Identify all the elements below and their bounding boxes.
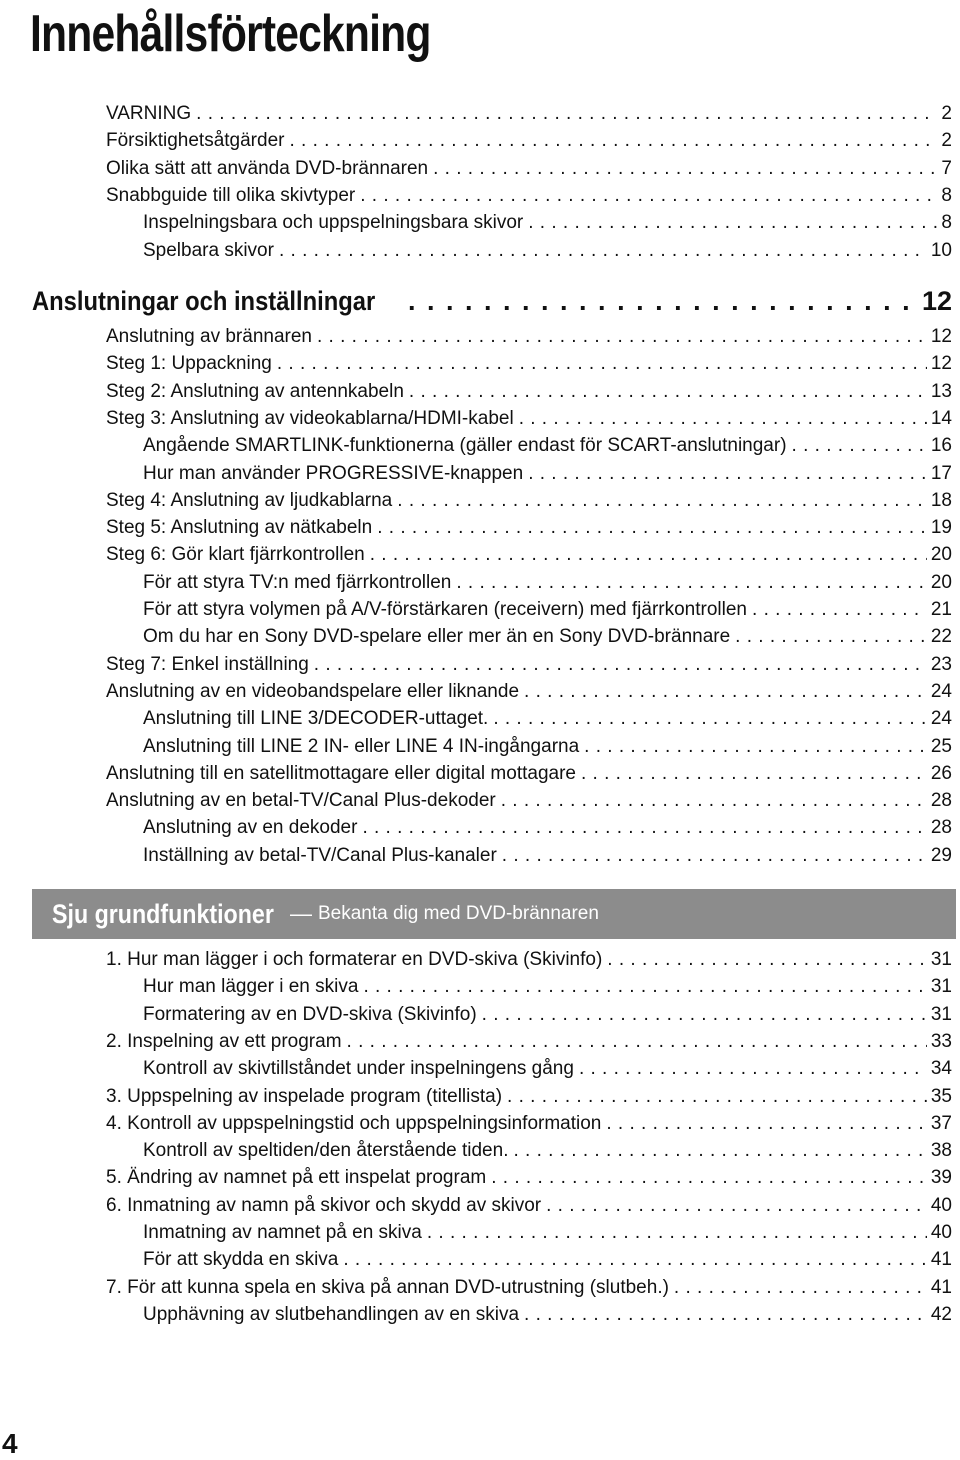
toc-entry[interactable]: [106, 946, 952, 973]
section-heading-connections[interactable]: [32, 286, 952, 317]
toc-entry-title: För att styra TV:n med fjärrkontrollen: [143, 571, 452, 593]
dot-leader: [493, 705, 927, 732]
toc-entry-title: Formatering av en DVD-skiva (Skivinfo): [143, 1003, 477, 1025]
toc-entry[interactable]: [143, 237, 952, 264]
toc-entry-page: 16: [930, 435, 952, 457]
dot-leader: [343, 1246, 926, 1273]
toc-entry-page: 14: [930, 407, 952, 429]
toc-entry-title: Anslutning av en videobandspelare eller liknande: [106, 680, 520, 702]
toc-entry-page: 20: [930, 544, 952, 566]
toc-entry[interactable]: [106, 127, 952, 154]
dot-leader: [377, 514, 927, 541]
dot-leader: [277, 350, 927, 377]
toc-entry-title: Hur man lägger i en skiva: [143, 976, 359, 998]
toc-entry-page: 31: [930, 976, 952, 998]
toc-entry-title: Upphävning av slutbehandlingen av en skiva: [143, 1303, 520, 1325]
dot-leader: [546, 1192, 927, 1219]
dot-leader: [528, 209, 937, 236]
section-band-title: Sju grundfunktioner: [52, 898, 274, 929]
toc-entry-page: 19: [930, 517, 952, 539]
toc-entry[interactable]: [106, 1083, 952, 1110]
dot-leader: [491, 1164, 927, 1191]
toc-entry[interactable]: [143, 814, 952, 841]
toc-entry-title: Snabbguide till olika skivtyper: [106, 184, 356, 206]
toc-entry-page: 40: [930, 1222, 952, 1243]
toc-entry-title: 6. Inmatning av namn på skivor och skydd av skivor: [106, 1194, 542, 1216]
toc-entry-page: 22: [930, 626, 952, 648]
dot-leader: [507, 1083, 927, 1110]
toc-entry[interactable]: [143, 1055, 952, 1082]
toc-entry-page: 17: [930, 462, 952, 484]
toc-entry-title: 7. För att kunna spela en skiva på annan DVD-utrustning (slutbeh.): [106, 1276, 669, 1298]
toc-entry-page: 24: [930, 680, 952, 702]
toc-entry-page: 8: [941, 212, 952, 234]
toc-entry-title: Inspelningsbara och uppspelningsbara skivor: [143, 212, 524, 234]
toc-entry[interactable]: [143, 1219, 952, 1246]
toc-entry-page: 33: [930, 1030, 952, 1052]
page-title: Innehållsförteckning: [30, 5, 431, 63]
dot-leader: [735, 623, 927, 650]
dot-leader: [433, 155, 937, 182]
toc-entry-page: 34: [930, 1058, 952, 1080]
toc-entry-page: 23: [930, 653, 952, 675]
toc-entry-page: 42: [930, 1303, 952, 1325]
toc-entry-title: 3. Uppspelning av inspelade program (titellista): [106, 1085, 503, 1107]
toc-entry[interactable]: [106, 350, 952, 377]
toc-entry-title: Steg 1: Uppackning: [106, 353, 272, 375]
dot-leader: [456, 569, 927, 596]
toc-entry[interactable]: [143, 705, 952, 732]
dot-leader: [502, 842, 927, 869]
section-heading-page: 12: [921, 286, 952, 316]
toc-entry-title: Anslutning av en dekoder: [143, 817, 358, 839]
toc-entry-title: Steg 3: Anslutning av videokablarna/HDMI-kabel: [106, 407, 514, 429]
toc-entry[interactable]: [106, 155, 952, 182]
toc-entry-title: För att styra volymen på A/V-förstärkaren (receivern) med fjärrkontrollen: [143, 599, 748, 620]
toc-entry-page: 29: [930, 844, 952, 866]
dot-leader: [427, 1219, 927, 1246]
dot-leader: [362, 814, 926, 841]
dot-leader: [317, 323, 927, 350]
dot-leader: [606, 1110, 926, 1137]
dot-leader: [360, 182, 937, 209]
dot-leader: [792, 432, 927, 459]
toc-entry-page: 41: [930, 1276, 952, 1298]
toc-entry-page: 2: [941, 103, 952, 124]
toc-entry[interactable]: [143, 596, 952, 623]
toc-entry-title: Spelbara skivor: [143, 239, 274, 261]
toc-entry-page: 10: [930, 239, 952, 261]
toc-entry[interactable]: [143, 1246, 952, 1273]
toc-entry-title: Anslutning av brännaren: [106, 326, 312, 347]
toc-entry[interactable]: [106, 1110, 952, 1137]
dot-leader: [513, 1137, 926, 1164]
toc-entry-page: 31: [930, 1003, 952, 1025]
toc-entry[interactable]: [106, 1192, 952, 1219]
toc-entry-title: Anslutning till en satellitmottagare eller digital mottagare: [106, 762, 576, 784]
toc-entry[interactable]: [106, 323, 952, 350]
toc-entry[interactable]: [106, 487, 952, 514]
toc-entry-page: 12: [930, 353, 952, 375]
dot-leader: [289, 127, 937, 154]
toc-entry[interactable]: [106, 100, 952, 127]
toc-entry[interactable]: [106, 760, 952, 787]
toc-entry-title: Inmatning av namnet på en skiva: [143, 1222, 422, 1243]
dot-leader: [674, 1274, 927, 1301]
toc-entry[interactable]: [143, 733, 952, 760]
dot-leader: [519, 405, 927, 432]
toc-entry-title: Om du har en Sony DVD-spelare eller mer än en Sony DVD-brännare: [143, 626, 731, 648]
toc-entry[interactable]: [106, 405, 952, 432]
dot-leader: [524, 1301, 927, 1328]
dot-leader: [607, 946, 927, 973]
dot-leader: [524, 678, 927, 705]
toc-entry[interactable]: [106, 378, 952, 405]
toc-entry-page: 12: [930, 326, 952, 347]
toc-entry-title: 1. Hur man lägger i och formaterar en DVD-skiva (Skivinfo): [106, 949, 603, 970]
section-band-dash: —: [289, 901, 312, 926]
toc-entry[interactable]: [143, 209, 952, 236]
toc-entry[interactable]: [106, 182, 952, 209]
toc-entry-page: 37: [930, 1112, 952, 1134]
toc-entry-page: 31: [930, 949, 952, 970]
toc-entry-page: 25: [930, 735, 952, 757]
toc-entry-page: 26: [930, 762, 952, 784]
dot-leader: [279, 237, 927, 264]
toc-entry[interactable]: [106, 1028, 952, 1055]
toc-entry-title: Steg 5: Anslutning av nätkabeln: [106, 517, 373, 539]
toc-entry[interactable]: [106, 1274, 952, 1301]
toc-entry-page: 38: [930, 1140, 952, 1162]
toc-entry-page: 40: [930, 1194, 952, 1216]
toc-entry-page: 8: [941, 184, 952, 206]
dot-leader: [370, 541, 927, 568]
toc-entry-title: För att skydda en skiva: [143, 1249, 339, 1271]
toc-entry-page: 24: [930, 708, 952, 730]
toc-entry[interactable]: [106, 514, 952, 541]
page-number: 4: [2, 1428, 18, 1459]
toc-entry-page: 35: [930, 1085, 952, 1107]
toc-entry[interactable]: [106, 541, 952, 568]
toc-entry-title: Inställning av betal-TV/Canal Plus-kanaler: [143, 844, 497, 866]
toc-entry[interactable]: [143, 623, 952, 650]
section-heading-title: Anslutningar och inställningar: [32, 286, 376, 316]
toc-entry[interactable]: [143, 1001, 952, 1028]
toc-entry-page: 7: [941, 157, 952, 179]
dot-leader: [584, 733, 927, 760]
toc-entry[interactable]: [106, 651, 952, 678]
toc-entry-title: Steg 6: Gör klart fjärrkontrollen: [106, 544, 365, 566]
dot-leader: [397, 487, 927, 514]
toc-entry-title: 5. Ändring av namnet på ett inspelat program: [106, 1167, 487, 1189]
toc-entry-page: 2: [941, 130, 952, 152]
dot-leader: [482, 1001, 927, 1028]
toc-entry-page: 18: [930, 489, 952, 511]
toc-entry-title: 2. Inspelning av ett program: [106, 1030, 342, 1052]
toc-entry[interactable]: [106, 678, 952, 705]
toc-entry[interactable]: [143, 1301, 952, 1328]
section-band-basic-functions[interactable]: [32, 889, 956, 939]
toc-entry-title: 4. Kontroll av uppspelningstid och uppspelningsinformation: [106, 1112, 602, 1134]
toc-entry[interactable]: [143, 432, 952, 459]
toc-entry-title: Steg 2: Anslutning av antennkabeln: [106, 380, 404, 402]
toc-entry-title: Kontroll av skivtillståndet under inspelningens gång: [143, 1058, 574, 1080]
toc-entry[interactable]: [143, 460, 952, 487]
toc-entry-title: Olika sätt att använda DVD-brännaren: [106, 157, 429, 179]
toc-entry-page: 41: [930, 1249, 952, 1271]
dot-leader: [363, 973, 926, 1000]
dot-leader: [409, 378, 927, 405]
dot-leader: [528, 460, 927, 487]
toc-entry-title: Kontroll av speltiden/den återstående tiden.: [143, 1140, 509, 1162]
toc-entry-title: Angående SMARTLINK-funktionerna (gäller endast för SCART-anslutningar): [143, 435, 787, 457]
dot-leader: [501, 787, 927, 814]
dot-leader: [314, 651, 927, 678]
dot-leader: [752, 596, 927, 623]
dot-leader: [408, 286, 914, 317]
toc-entry-title: Anslutning till LINE 3/DECODER-uttaget.: [143, 708, 489, 730]
toc-entry-title: Anslutning till LINE 2 IN- eller LINE 4 IN-ingångarna: [143, 735, 580, 757]
dot-leader: [579, 1055, 927, 1082]
toc-entry-title: VARNING: [106, 103, 192, 124]
toc-entry-title: Försiktighetsåtgärder: [106, 130, 285, 152]
toc-entry[interactable]: [143, 842, 952, 869]
toc-entry[interactable]: [143, 973, 952, 1000]
toc-entry-page: 21: [930, 599, 952, 620]
dot-leader: [196, 100, 937, 127]
toc-entry[interactable]: [143, 569, 952, 596]
toc-entry-page: 28: [930, 790, 952, 812]
toc-entry-title: Steg 4: Anslutning av ljudkablarna: [106, 489, 393, 511]
toc-entry-title: Steg 7: Enkel inställning: [106, 653, 309, 675]
toc-entry-page: 39: [930, 1167, 952, 1189]
dot-leader: [347, 1028, 927, 1055]
toc-entry-title: Hur man använder PROGRESSIVE-knappen: [143, 462, 524, 484]
toc-entry[interactable]: [143, 1137, 952, 1164]
section-band-subtitle: Bekanta dig med DVD-brännaren: [317, 903, 599, 924]
dot-leader: [581, 760, 927, 787]
toc-entry[interactable]: [106, 787, 952, 814]
toc-entry-page: 20: [930, 571, 952, 593]
toc-entry-page: 28: [930, 817, 952, 839]
toc-entry[interactable]: [106, 1164, 952, 1191]
toc-entry-title: Anslutning av en betal-TV/Canal Plus-dekoder: [106, 790, 496, 812]
toc-entry-page: 13: [930, 380, 952, 402]
